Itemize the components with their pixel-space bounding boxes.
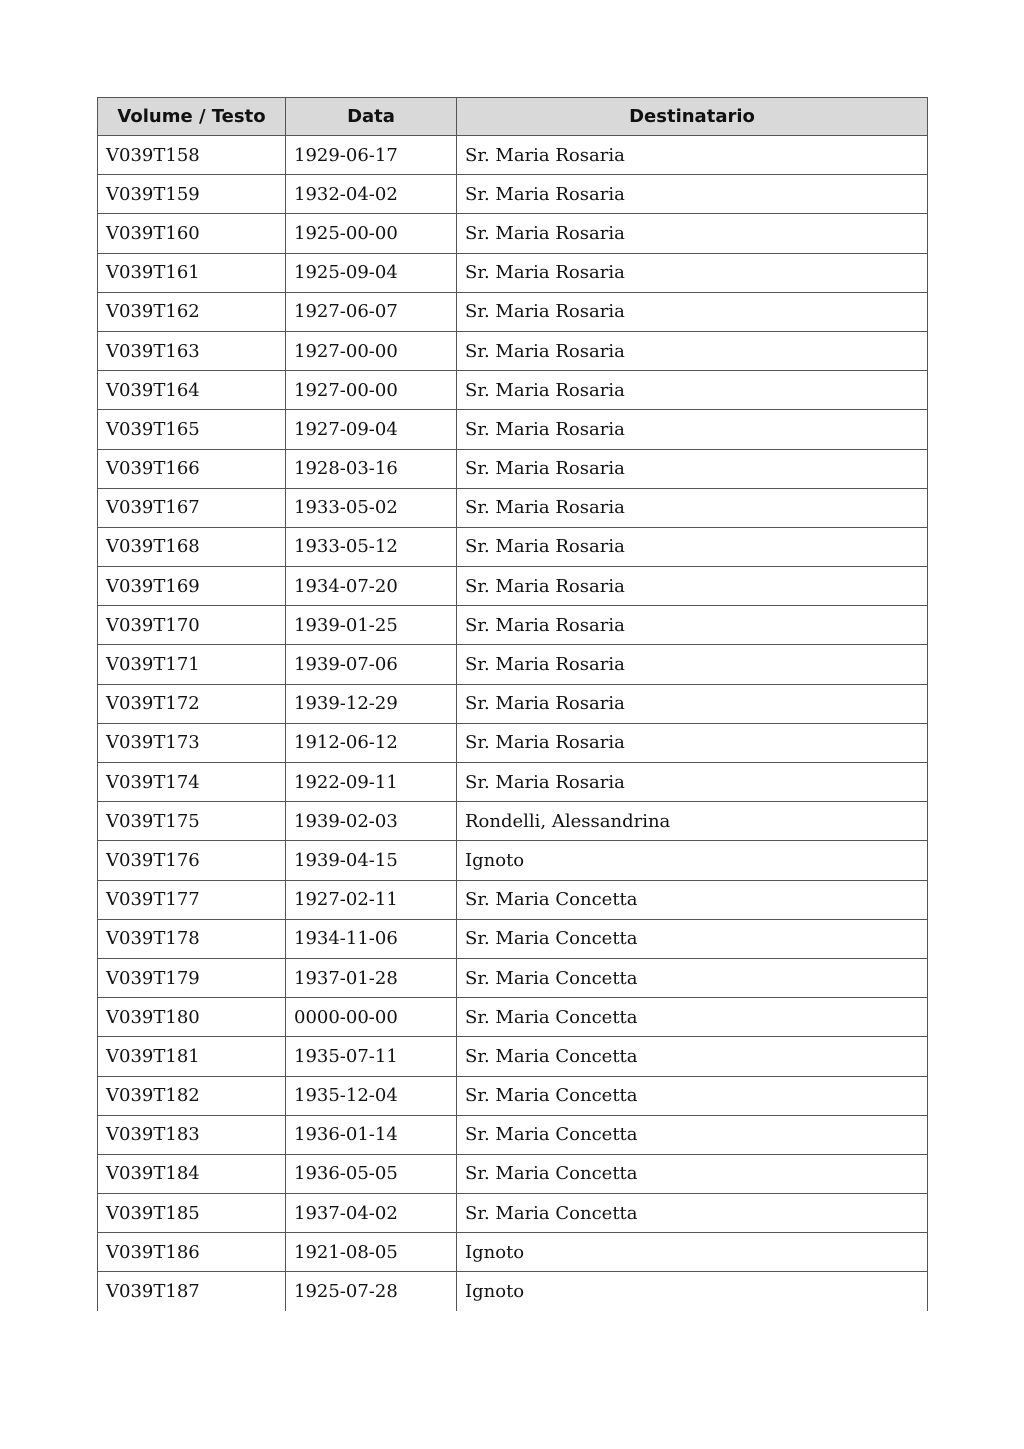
data-cell: 1939-07-06: [286, 645, 457, 684]
table-row: [98, 998, 928, 1037]
volume-testo-cell: V039T173: [98, 723, 286, 762]
data-cell: 1934-07-20: [286, 567, 457, 606]
destinatario-cell: Sr. Maria Rosaria: [457, 567, 928, 606]
destinatario-cell: Sr. Maria Rosaria: [457, 214, 928, 253]
volume-testo-cell: V039T186: [98, 1233, 286, 1272]
data-cell: 1921-08-05: [286, 1233, 457, 1272]
data-cell: 1934-11-06: [286, 919, 457, 958]
table-row: [98, 1115, 928, 1154]
data-cell: 1927-02-11: [286, 880, 457, 919]
table-row: [98, 410, 928, 449]
table-row: [98, 214, 928, 253]
letters-table: [97, 97, 928, 1311]
data-cell: 1929-06-17: [286, 136, 457, 175]
header-data: Data: [286, 98, 457, 136]
data-cell: 1936-01-14: [286, 1115, 457, 1154]
volume-testo-cell: V039T165: [98, 410, 286, 449]
destinatario-cell: Sr. Maria Rosaria: [457, 136, 928, 175]
table-row: [98, 1233, 928, 1272]
destinatario-cell: Sr. Maria Rosaria: [457, 371, 928, 410]
table-row: [98, 1272, 928, 1311]
destinatario-cell: Rondelli, Alessandrina: [457, 802, 928, 841]
data-cell: 1937-04-02: [286, 1194, 457, 1233]
data-cell: 1932-04-02: [286, 175, 457, 214]
data-cell: 1939-01-25: [286, 606, 457, 645]
volume-testo-cell: V039T168: [98, 527, 286, 566]
volume-testo-cell: V039T170: [98, 606, 286, 645]
volume-testo-cell: V039T167: [98, 488, 286, 527]
volume-testo-cell: V039T187: [98, 1272, 286, 1311]
volume-testo-cell: V039T161: [98, 253, 286, 292]
volume-testo-cell: V039T180: [98, 998, 286, 1037]
volume-testo-cell: V039T171: [98, 645, 286, 684]
destinatario-cell: Sr. Maria Rosaria: [457, 449, 928, 488]
destinatario-cell: Sr. Maria Concetta: [457, 958, 928, 997]
table-row: [98, 1076, 928, 1115]
data-cell: 1935-12-04: [286, 1076, 457, 1115]
data-cell: 1939-04-15: [286, 841, 457, 880]
table-row: [98, 645, 928, 684]
volume-testo-cell: V039T183: [98, 1115, 286, 1154]
destinatario-cell: Ignoto: [457, 841, 928, 880]
table-row: [98, 371, 928, 410]
volume-testo-cell: V039T172: [98, 684, 286, 723]
volume-testo-cell: V039T174: [98, 763, 286, 802]
data-cell: 1937-01-28: [286, 958, 457, 997]
table-row: [98, 684, 928, 723]
volume-testo-cell: V039T185: [98, 1194, 286, 1233]
volume-testo-cell: V039T182: [98, 1076, 286, 1115]
volume-testo-cell: V039T176: [98, 841, 286, 880]
header-volume-testo: Volume / Testo: [98, 98, 286, 136]
table-row: [98, 175, 928, 214]
table-row: [98, 841, 928, 880]
data-cell: 1922-09-11: [286, 763, 457, 802]
table-header-row: [98, 98, 928, 136]
table-row: [98, 802, 928, 841]
data-cell: 1939-02-03: [286, 802, 457, 841]
volume-testo-cell: V039T166: [98, 449, 286, 488]
volume-testo-cell: V039T177: [98, 880, 286, 919]
table-row: [98, 253, 928, 292]
destinatario-cell: Sr. Maria Concetta: [457, 998, 928, 1037]
destinatario-cell: Ignoto: [457, 1233, 928, 1272]
destinatario-cell: Sr. Maria Rosaria: [457, 763, 928, 802]
data-cell: 1927-00-00: [286, 331, 457, 370]
destinatario-cell: Sr. Maria Rosaria: [457, 410, 928, 449]
table-row: [98, 331, 928, 370]
data-cell: 1925-07-28: [286, 1272, 457, 1311]
volume-testo-cell: V039T160: [98, 214, 286, 253]
destinatario-cell: Sr. Maria Rosaria: [457, 684, 928, 723]
data-cell: 1925-00-00: [286, 214, 457, 253]
volume-testo-cell: V039T179: [98, 958, 286, 997]
volume-testo-cell: V039T181: [98, 1037, 286, 1076]
table-row: [98, 292, 928, 331]
destinatario-cell: Sr. Maria Rosaria: [457, 488, 928, 527]
table-body: [98, 136, 928, 1312]
table-row: [98, 880, 928, 919]
table-row: [98, 136, 928, 175]
data-cell: 1928-03-16: [286, 449, 457, 488]
table-row: [98, 527, 928, 566]
data-cell: 1936-05-05: [286, 1154, 457, 1193]
volume-testo-cell: V039T164: [98, 371, 286, 410]
destinatario-cell: Sr. Maria Rosaria: [457, 331, 928, 370]
destinatario-cell: Sr. Maria Concetta: [457, 919, 928, 958]
destinatario-cell: Sr. Maria Rosaria: [457, 527, 928, 566]
table-row: [98, 723, 928, 762]
volume-testo-cell: V039T163: [98, 331, 286, 370]
table-row: [98, 1194, 928, 1233]
destinatario-cell: Sr. Maria Concetta: [457, 1076, 928, 1115]
table-row: [98, 606, 928, 645]
table-row: [98, 958, 928, 997]
volume-testo-cell: V039T175: [98, 802, 286, 841]
data-cell: 1925-09-04: [286, 253, 457, 292]
table-row: [98, 449, 928, 488]
table-row: [98, 488, 928, 527]
destinatario-cell: Sr. Maria Rosaria: [457, 606, 928, 645]
data-cell: 0000-00-00: [286, 998, 457, 1037]
table-row: [98, 1154, 928, 1193]
data-cell: 1933-05-12: [286, 527, 457, 566]
data-cell: 1912-06-12: [286, 723, 457, 762]
destinatario-cell: Sr. Maria Rosaria: [457, 175, 928, 214]
destinatario-cell: Ignoto: [457, 1272, 928, 1311]
volume-testo-cell: V039T178: [98, 919, 286, 958]
table-row: [98, 919, 928, 958]
volume-testo-cell: V039T169: [98, 567, 286, 606]
table-row: [98, 763, 928, 802]
data-cell: 1933-05-02: [286, 488, 457, 527]
destinatario-cell: Sr. Maria Rosaria: [457, 645, 928, 684]
table-row: [98, 1037, 928, 1076]
destinatario-cell: Sr. Maria Concetta: [457, 1194, 928, 1233]
table-row: [98, 567, 928, 606]
volume-testo-cell: V039T159: [98, 175, 286, 214]
data-cell: 1927-00-00: [286, 371, 457, 410]
destinatario-cell: Sr. Maria Concetta: [457, 880, 928, 919]
volume-testo-cell: V039T184: [98, 1154, 286, 1193]
data-cell: 1927-06-07: [286, 292, 457, 331]
destinatario-cell: Sr. Maria Rosaria: [457, 723, 928, 762]
destinatario-cell: Sr. Maria Concetta: [457, 1037, 928, 1076]
destinatario-cell: Sr. Maria Concetta: [457, 1115, 928, 1154]
data-cell: 1935-07-11: [286, 1037, 457, 1076]
destinatario-cell: Sr. Maria Rosaria: [457, 253, 928, 292]
destinatario-cell: Sr. Maria Concetta: [457, 1154, 928, 1193]
destinatario-cell: Sr. Maria Rosaria: [457, 292, 928, 331]
header-destinatario: Destinatario: [457, 98, 928, 136]
volume-testo-cell: V039T158: [98, 136, 286, 175]
volume-testo-cell: V039T162: [98, 292, 286, 331]
data-cell: 1939-12-29: [286, 684, 457, 723]
data-cell: 1927-09-04: [286, 410, 457, 449]
